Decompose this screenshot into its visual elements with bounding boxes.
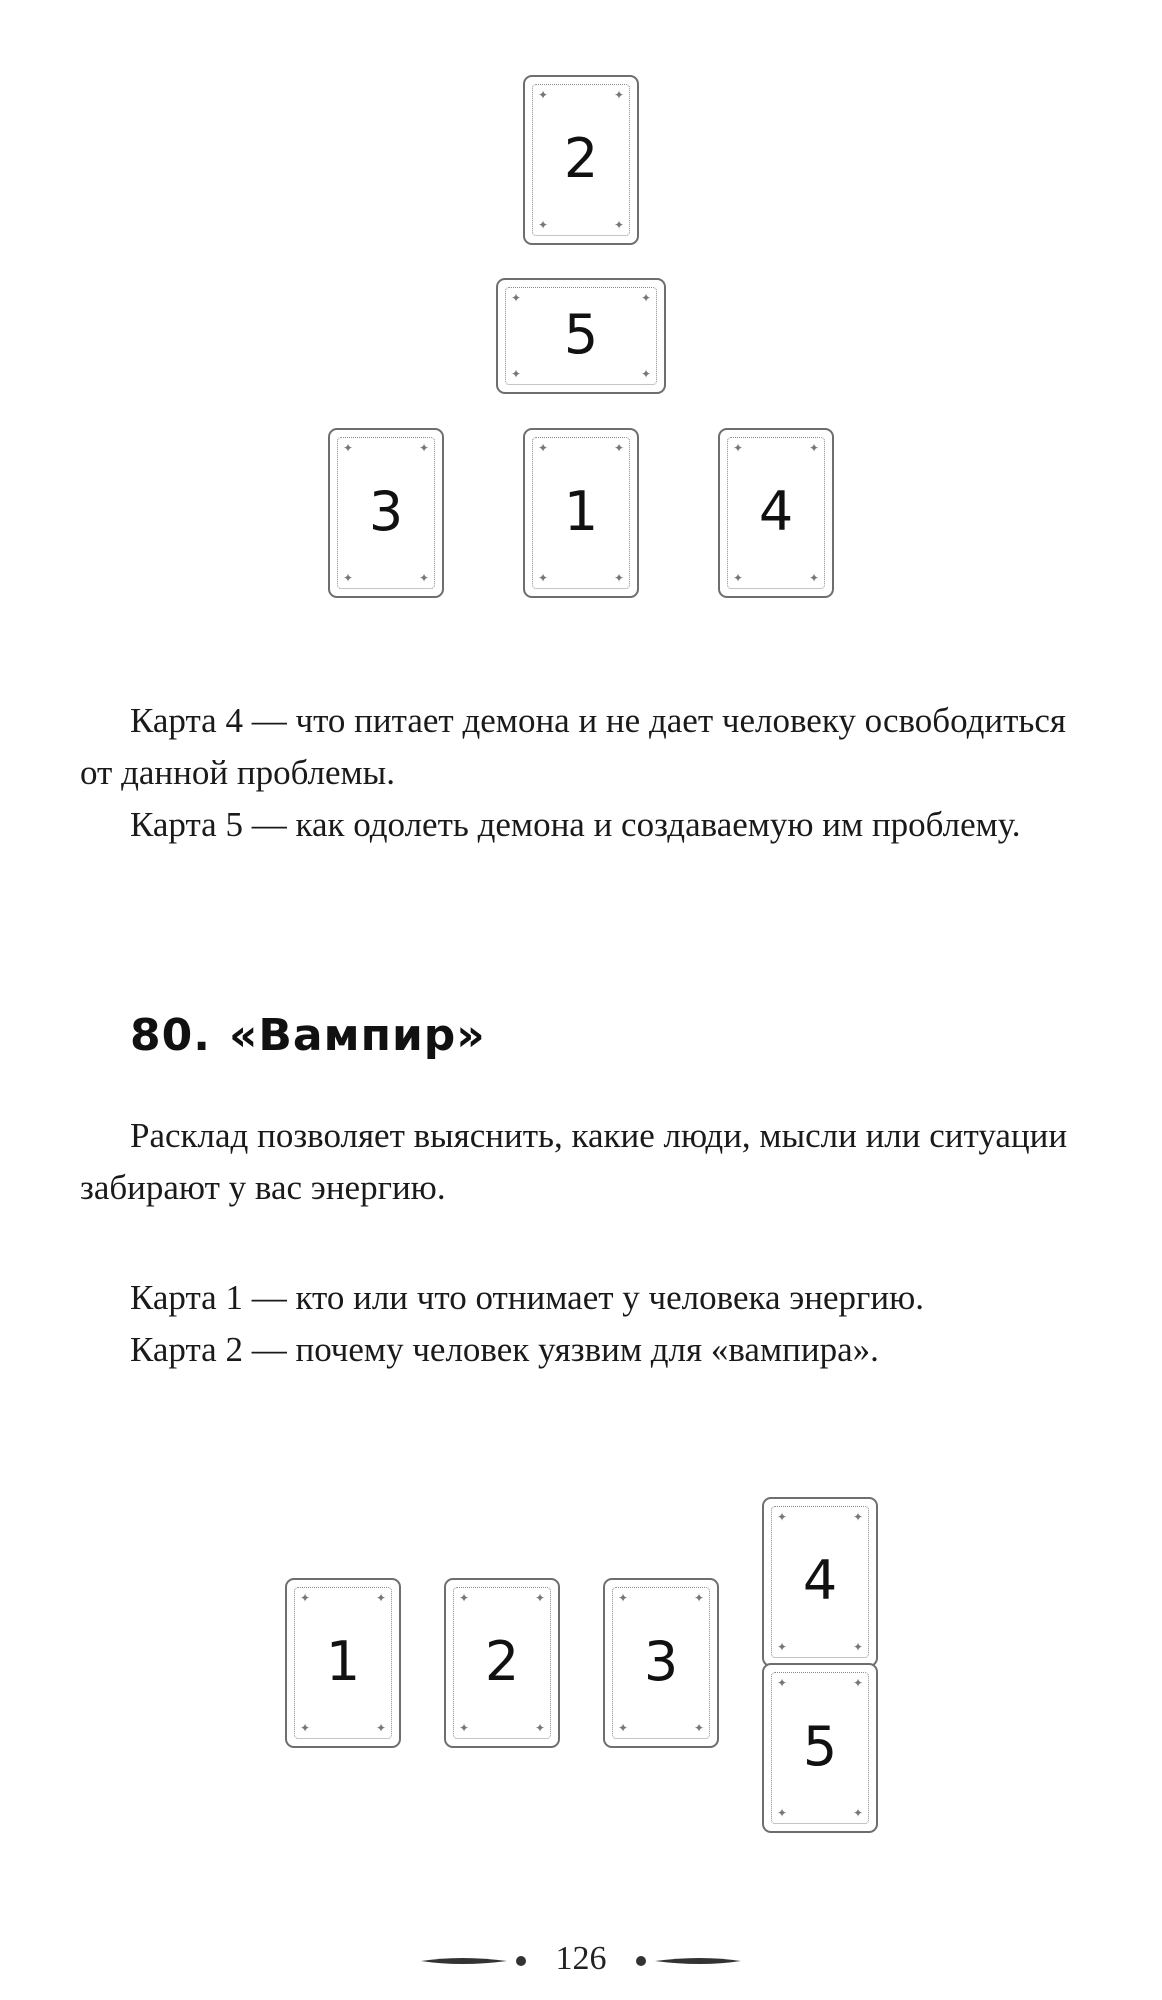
star-icon: ✦ (613, 218, 625, 232)
page-number: 126 (555, 1940, 607, 1977)
star-icon: ✦ (418, 441, 430, 455)
tarot-card-position-2 (444, 1578, 560, 1748)
star-icon: ✦ (510, 291, 522, 305)
paragraph-card-5: Карта 5 — как одолеть демона и создаваемую им проблему. (130, 805, 1021, 844)
star-icon: ✦ (537, 441, 549, 455)
star-icon: ✦ (418, 571, 430, 585)
star-icon: ✦ (852, 1806, 864, 1820)
paragraph-card-2: Карта 2 — почему человек уязвим для «вампира». (130, 1330, 879, 1369)
star-icon: ✦ (776, 1676, 788, 1690)
paragraph-card-4: Карта 4 — что питает демона и не дает человеку освободиться от данной проблемы. (80, 701, 1067, 792)
card-number: 2 (484, 1629, 520, 1693)
star-icon: ✦ (537, 88, 549, 102)
star-icon: ✦ (458, 1591, 470, 1605)
star-icon: ✦ (613, 441, 625, 455)
star-icon: ✦ (852, 1510, 864, 1524)
star-icon: ✦ (613, 88, 625, 102)
star-icon: ✦ (776, 1510, 788, 1524)
star-icon: ✦ (534, 1721, 546, 1735)
star-icon: ✦ (510, 367, 522, 381)
star-icon: ✦ (808, 571, 820, 585)
section-intro-block (80, 1110, 1090, 1214)
card-number: 3 (643, 1629, 679, 1693)
card-number: 1 (563, 479, 599, 543)
star-icon: ✦ (537, 571, 549, 585)
star-icon: ✦ (617, 1721, 629, 1735)
card-number: 4 (802, 1548, 838, 1612)
card-number: 2 (563, 126, 599, 190)
star-icon: ✦ (613, 571, 625, 585)
card-number: 3 (368, 479, 404, 543)
star-icon: ✦ (693, 1721, 705, 1735)
star-icon: ✦ (776, 1640, 788, 1654)
card-number: 4 (758, 479, 794, 543)
page-footer (0, 1940, 1162, 1978)
star-icon: ✦ (537, 218, 549, 232)
star-icon: ✦ (299, 1591, 311, 1605)
card-number: 5 (802, 1714, 838, 1778)
star-icon: ✦ (342, 441, 354, 455)
tarot-card-position-3 (328, 428, 444, 598)
star-icon: ✦ (299, 1721, 311, 1735)
ornament-right-icon (631, 1953, 741, 1969)
tarot-card-position-5 (762, 1663, 878, 1833)
section-heading (130, 1010, 486, 1061)
tarot-card-position-1 (523, 428, 639, 598)
card-number: 1 (325, 1629, 361, 1693)
tarot-card-position-4 (762, 1497, 878, 1667)
star-icon: ✦ (732, 571, 744, 585)
star-icon: ✦ (776, 1806, 788, 1820)
star-icon: ✦ (808, 441, 820, 455)
star-icon: ✦ (375, 1591, 387, 1605)
tarot-card-position-2 (523, 75, 639, 245)
star-icon: ✦ (617, 1591, 629, 1605)
card-number: 5 (563, 302, 599, 366)
star-icon: ✦ (375, 1721, 387, 1735)
star-icon: ✦ (640, 291, 652, 305)
top-card-descriptions (80, 695, 1090, 851)
tarot-card-position-4 (718, 428, 834, 598)
star-icon: ✦ (693, 1591, 705, 1605)
tarot-card-position-5 (496, 278, 666, 394)
star-icon: ✦ (852, 1640, 864, 1654)
star-icon: ✦ (732, 441, 744, 455)
ornament-left-icon (421, 1953, 531, 1969)
paragraph-card-1: Карта 1 — кто или что отнимает у человека энергию. (130, 1278, 925, 1317)
section-title: «Вампир» (228, 1010, 486, 1061)
star-icon: ✦ (534, 1591, 546, 1605)
section-card-descriptions (80, 1272, 1090, 1376)
tarot-card-position-1 (285, 1578, 401, 1748)
star-icon: ✦ (852, 1676, 864, 1690)
star-icon: ✦ (458, 1721, 470, 1735)
section-intro: Расклад позволяет выяснить, какие люди, мысли или ситуации забирают у вас энергию. (80, 1116, 1068, 1207)
section-number: 80. (130, 1010, 211, 1061)
star-icon: ✦ (342, 571, 354, 585)
star-icon: ✦ (640, 367, 652, 381)
tarot-card-position-3 (603, 1578, 719, 1748)
